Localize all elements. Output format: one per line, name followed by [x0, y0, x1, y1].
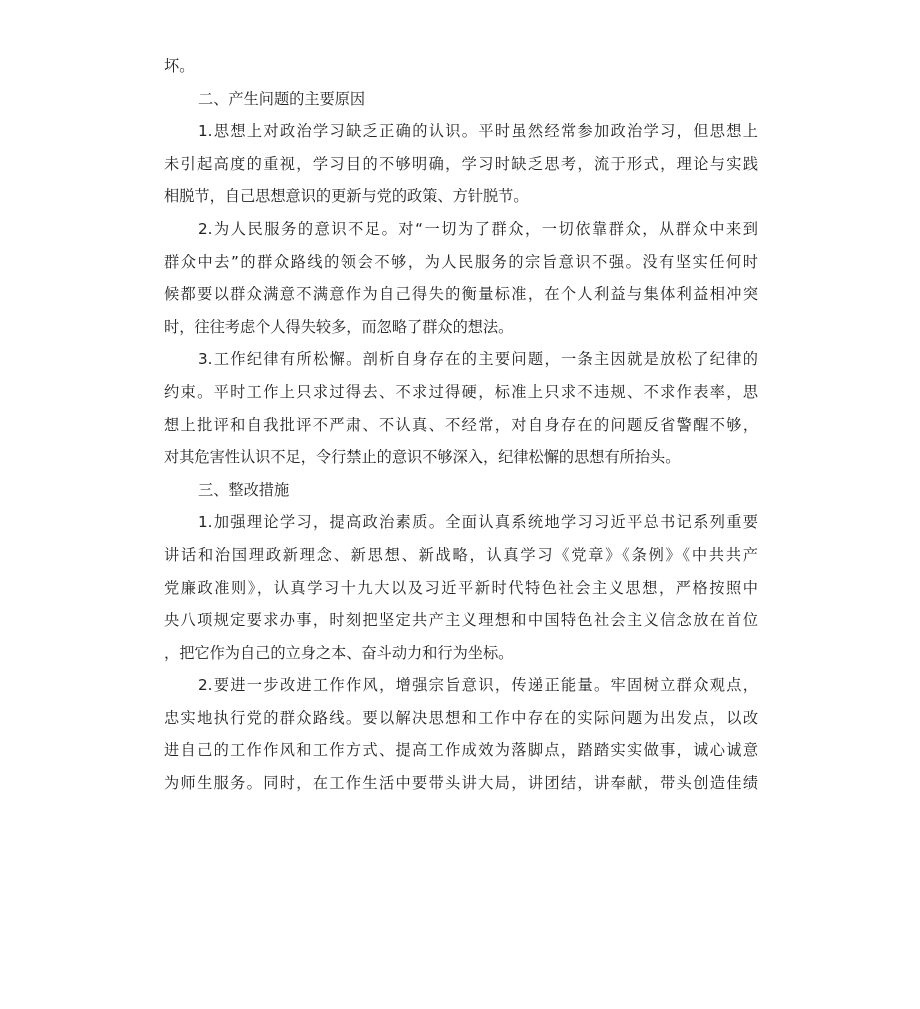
text-line: 忠实地执行党的群众路线。要以解决思想和工作中存在的实际问题为出发点，以改: [164, 708, 758, 727]
document-body: [164, 50, 758, 800]
text-line: 2.为人民服务的意识不足。对“一切为了群众，一切依靠群众，从群众中来到: [198, 219, 758, 238]
section-heading-measures: 三、整改措施: [198, 480, 290, 499]
text-line: 未引起高度的重视，学习目的不够明确，学习时缺乏思考，流于形式，理论与实践: [164, 154, 758, 173]
text-line: ，把它作为自己的立身之本、奋斗动力和行为坐标。: [164, 643, 514, 662]
text-line: 想上批评和自我批评不严肃、不认真、不经常，对自身存在的问题反省警醒不够，: [164, 415, 758, 434]
text-line: 相脱节，自己思想意识的更新与党的政策、方针脱节。: [164, 187, 529, 206]
text-line: 候都要以群众满意不满意作为自己得失的衡量标准，在个人利益与集体利益相冲突: [164, 285, 758, 304]
text-line: 党廉政准则》，认真学习十九大以及习近平新时代特色社会主义思想，严格按照中: [164, 578, 758, 597]
text-line: 为师生服务。同时，在工作生活中要带头讲大局，讲团结，讲奉献，带头创造佳绩: [164, 774, 758, 793]
text-line: 央八项规定要求办事，时刻把坚定共产主义理想和中国特色社会主义信念放在首位: [164, 611, 758, 630]
text-line: 2.要进一步改进工作作风，增强宗旨意识，传递正能量。牢固树立群众观点，: [198, 676, 758, 695]
text-line: 群众中去”的群众路线的领会不够，为人民服务的宗旨意识不强。没有坚实任何时: [164, 252, 758, 271]
text-line: 约束。平时工作上只求过得去、不求过得硬，标准上只求不违规、不求作表率，思: [164, 382, 758, 401]
text-line: 讲话和治国理政新理念、新思想、新战略，认真学习《党章》《条例》《中共共产: [164, 545, 758, 564]
text-line: 1.加强理论学习，提高政治素质。全面认真系统地学习习近平总书记系列重要: [198, 513, 758, 532]
section-heading-causes: 二、产生问题的主要原因: [198, 89, 366, 108]
text-line: 对其危害性认识不足，令行禁止的意识不够深入，纪律松懈的思想有所抬头。: [164, 448, 681, 467]
text-line: 坏。: [164, 57, 195, 75]
text-line: 3.工作纪律有所松懈。剖析自身存在的主要问题，一条主因就是放松了纪律的: [198, 350, 758, 369]
text-line: 时，往往考虑个人得失较多，而忽略了群众的想法。: [164, 317, 514, 336]
text-line: 1.思想上对政治学习缺乏正确的认识。平时虽然经常参加政治学习，但思想上: [198, 122, 758, 141]
text-line: 进自己的工作作风和工作方式、提高工作成效为落脚点，踏踏实实做事，诚心诚意: [164, 741, 758, 760]
